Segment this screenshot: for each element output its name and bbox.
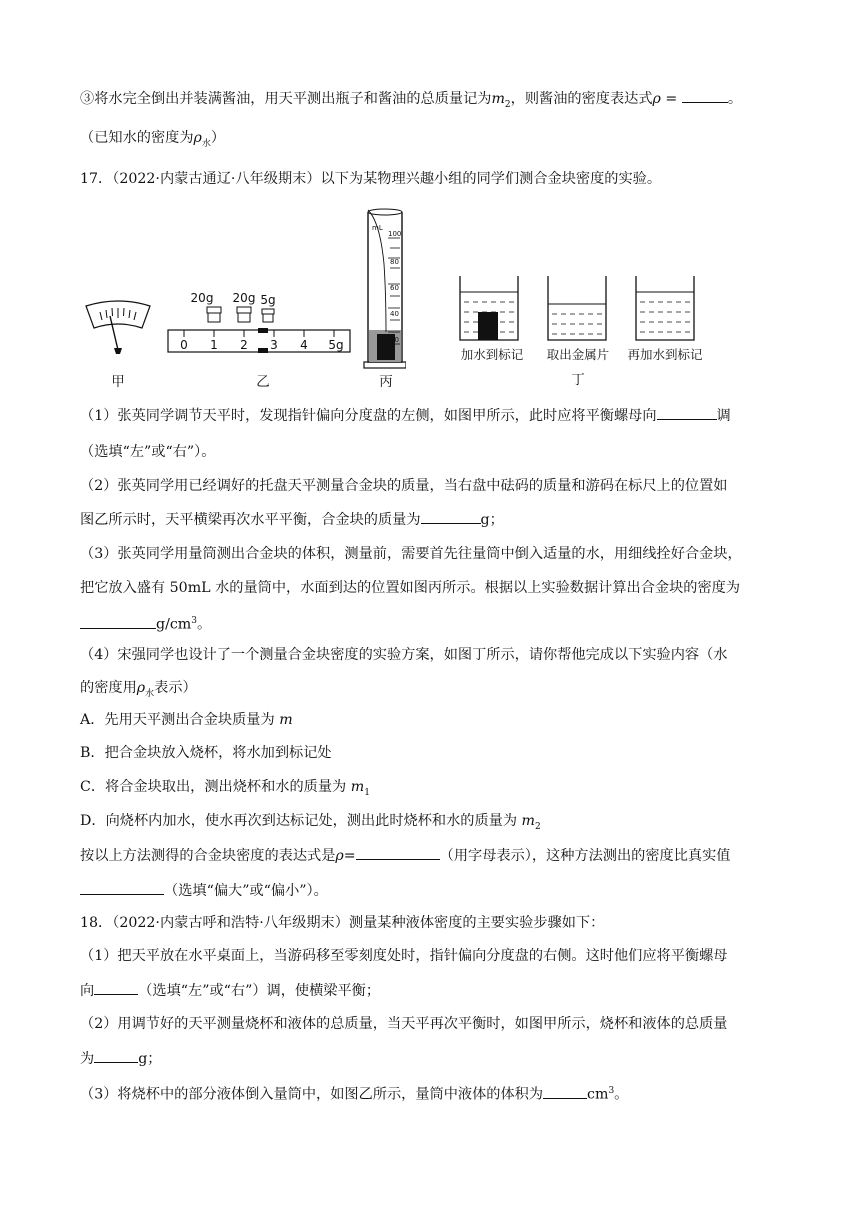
figure-bing-graduated-cylinder: [362, 204, 406, 370]
svg-text:3: 3: [270, 338, 278, 352]
answer-blank[interactable]: [94, 1048, 138, 1063]
q17-part1-line2: （选填“左”或“右”）。: [80, 444, 216, 460]
svg-text:mL: mL: [372, 224, 383, 232]
q16-note-line: （已知水的密度为$\rho_水$）: [80, 130, 226, 149]
svg-text:4: 4: [300, 338, 308, 352]
svg-text:0: 0: [180, 338, 188, 352]
q16-step3-line: ③将水完全倒出并装满酱油，用天平测出瓶子和酱油的总质量记为$m_2$，则酱油的密度表达式ρ = 。: [80, 88, 742, 115]
q17-title: 17．（2022·内蒙古通辽·八年级期末）以下为某物理兴趣小组的同学们测合金块密度的实验。: [80, 171, 662, 187]
q17-part1-line1: （1）张英同学调节天平时，发现指针偏向分度盘的左侧，如图甲所示，此时应将平衡螺母向 调: [80, 405, 731, 426]
svg-text:40: 40: [390, 310, 399, 318]
answer-blank[interactable]: [356, 845, 440, 860]
q17-part3-line1: （3）张英同学用量筒测出合金块的体积，测量前，需要首先往量筒中倒入适量的水，用细线拴好合金块，: [80, 546, 742, 562]
q17-part3-line2: 把它放入盛有 50mL 水的量筒中，水面到达的位置如图丙所示。根据以上实验数据计算出合金块的密度为: [80, 580, 741, 596]
caption-yi: 乙: [256, 374, 270, 390]
svg-text:5g: 5g: [328, 338, 344, 352]
answer-blank[interactable]: [80, 880, 164, 895]
q17-part2-line1: （2）张英同学用已经调好的托盘天平测量合金块的质量，当右盘中砝码的质量和游码在标尺上的位置如: [80, 478, 728, 494]
figure-ding-beakers: [456, 272, 712, 344]
beaker-label-3: 再加水到标记: [627, 347, 703, 362]
q17-step-d: D．向烧杯内加水，使水再次到达标记处，测出此时烧杯和水的质量为 $m_2$: [80, 813, 541, 832]
figure-yi-balance-ruler: [164, 292, 354, 358]
q18-title: 18．（2022·内蒙古呼和浩特·八年级期末）测量某种液体密度的主要实验步骤如下：: [80, 915, 605, 931]
answer-blank[interactable]: [94, 980, 138, 995]
q17-step-c: C．将合金块取出，测出烧杯和水的质量为 $m_1$: [80, 779, 370, 798]
q18-part2-line1: （2）用调节好的天平测量烧杯和液体的总质量，当天平再次平衡时，如图甲所示，烧杯和液体的总质量: [80, 1016, 728, 1032]
rider-top: [258, 328, 268, 333]
svg-text:20: 20: [390, 336, 399, 344]
svg-text:1: 1: [210, 338, 218, 352]
q17-expression-line2: （选填“偏大”或“偏小”）。: [80, 880, 328, 901]
q17-expression-line1: 按以上方法测得的合金块密度的表达式是ρ= （用字母表示），这种方法测出的密度比真实值: [80, 845, 730, 866]
svg-text:80: 80: [390, 258, 399, 266]
beaker-label-2: 取出金属片: [546, 347, 610, 362]
answer-blank[interactable]: [543, 1084, 587, 1099]
q17-part2-line2: 图乙所示时，天平横梁再次水平平衡，合金块的质量为 g；: [80, 509, 504, 530]
weight-label: 20g: [190, 292, 214, 305]
q18-part1-line1: （1）把天平放在水平桌面上，当游码移至零刻度处时，指针偏向分度盘的右侧。这时他们应将平衡螺母: [80, 948, 728, 964]
q17-part4-line1: （4）宋强同学也设计了一个测量合金块密度的实验方案，如图丁所示，请你帮他完成以下实验内容（水: [80, 647, 728, 663]
beaker-label-1: 加水到标记: [460, 347, 524, 362]
q17-step-b: B．把合金块放入烧杯，将水加到标记处: [80, 745, 332, 761]
caption-ding: 丁: [571, 372, 585, 388]
answer-blank[interactable]: [682, 88, 728, 103]
answer-blank[interactable]: [421, 509, 481, 524]
caption-jia: 甲: [111, 374, 125, 390]
figure-jia-scale-pointer: [82, 298, 154, 354]
alloy-block: [478, 312, 498, 340]
svg-text:2: 2: [240, 338, 248, 352]
answer-blank[interactable]: [657, 405, 717, 420]
q17-part4-line2: 的密度用$\rho_水$表示）: [80, 680, 197, 699]
caption-bing: 丙: [379, 374, 393, 390]
q17-part3-line3: $g/cm^3$。: [80, 611, 211, 635]
q18-part3-line: （3）将烧杯中的部分液体倒入量筒中，如图乙所示，量筒中液体的体积为 $cm^3$。: [80, 1081, 628, 1105]
svg-text:60: 60: [390, 284, 399, 292]
weight-label: 5g: [260, 293, 276, 307]
q18-part2-line2: 为 g；: [80, 1048, 161, 1069]
q17-step-a: A．先用天平测出合金块质量为 m: [80, 712, 293, 728]
weight-label: 20g: [232, 292, 256, 305]
q18-part1-line2: 向 （选填“左”或“右”）调，使横梁平衡；: [80, 980, 380, 1001]
rider-bottom: [258, 348, 268, 353]
svg-text:100: 100: [388, 230, 402, 238]
answer-blank[interactable]: [80, 614, 156, 629]
